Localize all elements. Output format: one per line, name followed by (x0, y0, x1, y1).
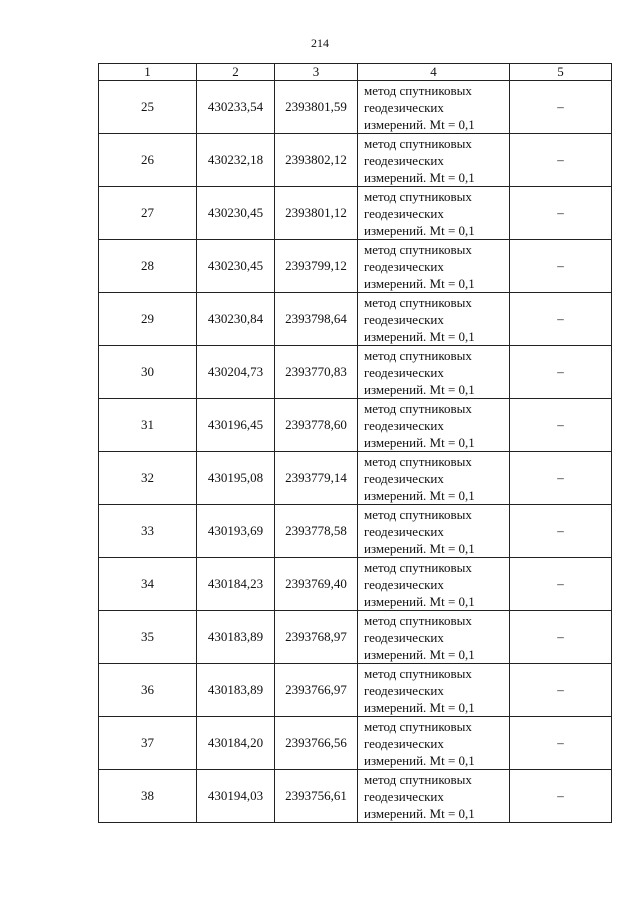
note-cell: – (510, 187, 612, 240)
column-header: 2 (197, 64, 275, 81)
method-line: измерений. Mt = 0,1 (364, 275, 475, 291)
coordinate-x: 430184,20 (197, 717, 275, 770)
method-line: метод спутниковых (364, 559, 472, 575)
method-description (358, 717, 510, 770)
method-description (358, 611, 510, 664)
note-cell: – (510, 346, 612, 399)
coordinate-y: 2393770,83 (275, 346, 358, 399)
method-description (358, 505, 510, 558)
note-cell: – (510, 611, 612, 664)
table-row (99, 664, 612, 717)
method-description (358, 770, 510, 823)
coordinate-y: 2393798,64 (275, 293, 358, 346)
method-description (358, 187, 510, 240)
point-number: 36 (99, 664, 197, 717)
coordinate-y: 2393799,12 (275, 240, 358, 293)
method-description (358, 240, 510, 293)
method-line: геодезических (364, 152, 444, 168)
coordinate-x: 430183,89 (197, 611, 275, 664)
coordinate-y: 2393778,60 (275, 399, 358, 452)
note-cell: – (510, 240, 612, 293)
coordinate-y: 2393802,12 (275, 134, 358, 187)
method-description (358, 134, 510, 187)
method-line: метод спутниковых (364, 241, 472, 257)
coordinate-y: 2393801,59 (275, 81, 358, 134)
point-number: 33 (99, 505, 197, 558)
method-line: измерений. Mt = 0,1 (364, 805, 475, 821)
coordinate-x: 430230,45 (197, 187, 275, 240)
method-line: геодезических (364, 576, 444, 592)
point-number: 34 (99, 558, 197, 611)
coordinate-y: 2393766,97 (275, 664, 358, 717)
method-line: метод спутниковых (364, 771, 472, 787)
coordinates-table (98, 63, 612, 823)
method-description (358, 452, 510, 505)
method-line: измерений. Mt = 0,1 (364, 222, 475, 238)
coordinate-x: 430193,69 (197, 505, 275, 558)
point-number: 26 (99, 134, 197, 187)
table-row (99, 399, 612, 452)
method-description (358, 558, 510, 611)
coordinate-x: 430183,89 (197, 664, 275, 717)
column-header: 4 (358, 64, 510, 81)
point-number: 25 (99, 81, 197, 134)
method-line: измерений. Mt = 0,1 (364, 646, 475, 662)
coordinate-x: 430204,73 (197, 346, 275, 399)
method-line: измерений. Mt = 0,1 (364, 752, 475, 768)
coordinate-x: 430184,23 (197, 558, 275, 611)
method-line: измерений. Mt = 0,1 (364, 328, 475, 344)
method-line: метод спутниковых (364, 347, 472, 363)
coordinate-x: 430230,45 (197, 240, 275, 293)
method-line: геодезических (364, 470, 444, 486)
note-cell: – (510, 293, 612, 346)
coordinate-y: 2393768,97 (275, 611, 358, 664)
coordinate-x: 430194,03 (197, 770, 275, 823)
point-number: 30 (99, 346, 197, 399)
table-row (99, 717, 612, 770)
note-cell: – (510, 505, 612, 558)
point-number: 29 (99, 293, 197, 346)
method-line: геодезических (364, 417, 444, 433)
method-line: метод спутниковых (364, 612, 472, 628)
coordinate-y: 2393756,61 (275, 770, 358, 823)
coordinate-y: 2393801,12 (275, 187, 358, 240)
point-number: 31 (99, 399, 197, 452)
method-description (358, 346, 510, 399)
note-cell: – (510, 664, 612, 717)
method-line: метод спутниковых (364, 400, 472, 416)
coordinate-y: 2393769,40 (275, 558, 358, 611)
table-row (99, 346, 612, 399)
note-cell: – (510, 770, 612, 823)
column-header: 1 (99, 64, 197, 81)
table-row (99, 240, 612, 293)
method-line: метод спутниковых (364, 294, 472, 310)
method-line: измерений. Mt = 0,1 (364, 169, 475, 185)
point-number: 28 (99, 240, 197, 293)
note-cell: – (510, 558, 612, 611)
method-line: метод спутниковых (364, 188, 472, 204)
method-line: метод спутниковых (364, 453, 472, 469)
method-line: геодезических (364, 205, 444, 221)
method-line: геодезических (364, 258, 444, 274)
method-line: метод спутниковых (364, 718, 472, 734)
point-number: 27 (99, 187, 197, 240)
point-number: 35 (99, 611, 197, 664)
table-row (99, 452, 612, 505)
method-description (358, 81, 510, 134)
page-number: 214 (311, 36, 329, 50)
method-line: метод спутниковых (364, 135, 472, 151)
coordinate-x: 430230,84 (197, 293, 275, 346)
point-number: 32 (99, 452, 197, 505)
note-cell: – (510, 452, 612, 505)
coordinate-x: 430233,54 (197, 81, 275, 134)
coordinate-x: 430196,45 (197, 399, 275, 452)
coordinate-y: 2393779,14 (275, 452, 358, 505)
method-line: измерений. Mt = 0,1 (364, 593, 475, 609)
method-line: измерений. Mt = 0,1 (364, 381, 475, 397)
coordinate-y: 2393778,58 (275, 505, 358, 558)
table-row (99, 81, 612, 134)
method-line: геодезических (364, 99, 444, 115)
table-row (99, 134, 612, 187)
method-line: метод спутниковых (364, 665, 472, 681)
method-line: метод спутниковых (364, 506, 472, 522)
table-header-row (99, 64, 612, 81)
note-cell: – (510, 717, 612, 770)
table-row (99, 611, 612, 664)
method-line: измерений. Mt = 0,1 (364, 540, 475, 556)
method-description (358, 664, 510, 717)
method-line: метод спутниковых (364, 82, 472, 98)
method-line: геодезических (364, 788, 444, 804)
column-header: 5 (510, 64, 612, 81)
note-cell: – (510, 399, 612, 452)
note-cell: – (510, 134, 612, 187)
method-line: измерений. Mt = 0,1 (364, 116, 475, 132)
method-line: геодезических (364, 311, 444, 327)
method-line: измерений. Mt = 0,1 (364, 699, 475, 715)
point-number: 38 (99, 770, 197, 823)
table-row (99, 187, 612, 240)
table-row (99, 770, 612, 823)
coordinate-x: 430232,18 (197, 134, 275, 187)
method-line: геодезических (364, 364, 444, 380)
method-line: измерений. Mt = 0,1 (364, 487, 475, 503)
method-line: геодезических (364, 629, 444, 645)
column-header: 3 (275, 64, 358, 81)
coordinate-x: 430195,08 (197, 452, 275, 505)
method-line: геодезических (364, 523, 444, 539)
method-line: геодезических (364, 682, 444, 698)
coordinate-y: 2393766,56 (275, 717, 358, 770)
point-number: 37 (99, 717, 197, 770)
method-description (358, 293, 510, 346)
method-line: измерений. Mt = 0,1 (364, 434, 475, 450)
table-row (99, 558, 612, 611)
method-description (358, 399, 510, 452)
method-line: геодезических (364, 735, 444, 751)
table-row (99, 505, 612, 558)
table-row (99, 293, 612, 346)
note-cell: – (510, 81, 612, 134)
